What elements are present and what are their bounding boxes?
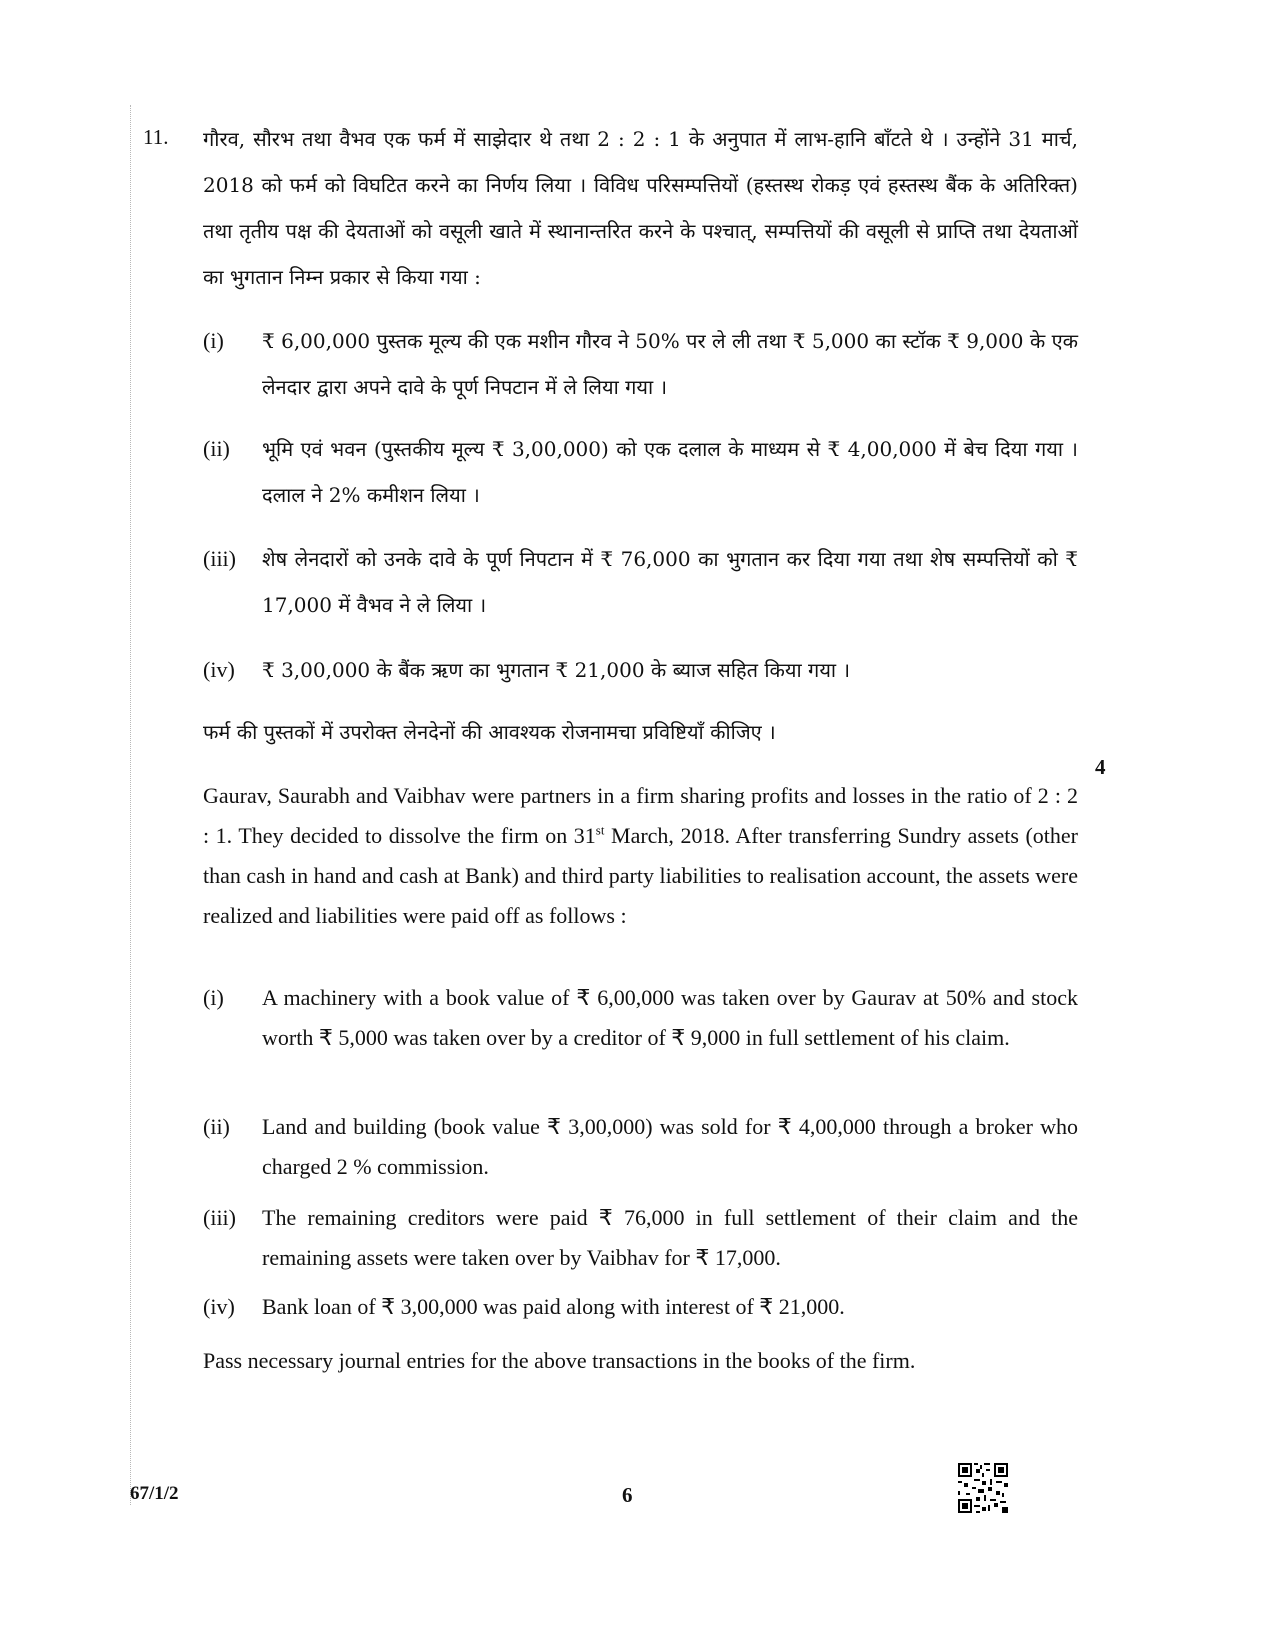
english-intro-text-cont: March, 2018. After transferring Sundry assets (other than cash in hand and cash at Bank) and third party liabilities to realisation account, the assets were realized and liabilities were paid off as follows : [203,823,1078,928]
english-item-text: Bank loan of ₹ 3,00,000 was paid along with interest of ₹ 21,000. [262,1294,845,1319]
english-instruction: Pass necessary journal entries for the above transactions in the books of the firm. [203,1348,916,1373]
hindi-item-text: ₹ 3,00,000 के बैंक ऋण का भुगतान ₹ 21,000 के ब्याज सहित किया गया । [262,658,851,682]
english-item-label: (i) [203,985,224,1010]
english-intro-text: Gaurav, Saurabh and Vaibhav were partners in a firm sharing profits and losses in the ratio of 2 : 2 : 1. They decided to dissolve the firm on 31 [203,783,1078,848]
page-number: 6 [622,1483,633,1507]
hindi-intro: गौरव, सौरभ तथा वैभव एक फर्म में साझेदार थे तथा 2 : 2 : 1 के अनुपात में लाभ-हानि बाँटते थे । उन्होंने 31 मार्च, 2018 को फर्म को विघटित करने का निर्णय लिया । विविध परिसम्पत्तियों (हस्तस्थ रोकड़ एवं हस्तस्थ बैंक के अतिरिक्त) तथा तृतीय पक्ष की देयताओं को वसूली खाते में स्थानान्तरित करने के पश्चात्, सम्पत्तियों की वसूली से प्राप्ति तथा देयताओं का भुगतान निम्न प्रकार से किया गया : [203,127,1078,289]
margin-dotted-line [130,105,131,1505]
english-item-label: (iv) [203,1294,235,1319]
ordinal-suffix: st [595,822,605,838]
hindi-item-label: (ii) [203,436,230,461]
english-item-text: A machinery with a book value of ₹ 6,00,000 was taken over by Gaurav at 50% and stock worth ₹ 5,000 was taken over by a creditor of ₹ 9,000 in full settlement of his claim. [262,985,1078,1050]
question-number: 11. [143,125,169,149]
english-item-label: (iii) [203,1205,236,1230]
english-intro [203,776,1078,936]
hindi-item-label: (iii) [203,546,236,571]
hindi-item-text: भूमि एवं भवन (पुस्तकीय मूल्य ₹ 3,00,000) को एक दलाल के माध्यम से ₹ 4,00,000 में बेच दिया गया । दलाल ने 2% कमीशन लिया । [262,437,1078,507]
marks-label: 4 [1095,755,1106,779]
english-item-text: The remaining creditors were paid ₹ 76,000 in full settlement of their claim and the remaining assets were taken over by Vaibhav for ₹ 17,000. [262,1205,1078,1270]
hindi-item-text: शेष लेनदारों को उनके दावे के पूर्ण निपटान में ₹ 76,000 का भुगतान कर दिया गया तथा शेष सम्पत्तियों को ₹ 17,000 में वैभव ने ले लिया । [262,547,1078,617]
hindi-item-text: ₹ 6,00,000 पुस्तक मूल्य की एक मशीन गौरव ने 50% पर ले ली तथा ₹ 5,000 का स्टॉक ₹ 9,000 के एक लेनदार द्वारा अपने दावे के पूर्ण निपटान में ले लिया गया । [262,329,1078,399]
english-item-text: Land and building (book value ₹ 3,00,000) was sold for ₹ 4,00,000 through a broker who charged 2 % commission. [262,1114,1078,1179]
hindi-instruction: फर्म की पुस्तकों में उपरोक्त लेनदेनों की आवश्यक रोजनामचा प्रविष्टियाँ कीजिए । [203,720,776,744]
qr-code-icon [958,1463,1008,1513]
hindi-item-label: (iv) [203,657,235,682]
english-item-label: (ii) [203,1114,230,1139]
paper-code: 67/1/2 [130,1483,179,1504]
hindi-item-label: (i) [203,328,224,353]
